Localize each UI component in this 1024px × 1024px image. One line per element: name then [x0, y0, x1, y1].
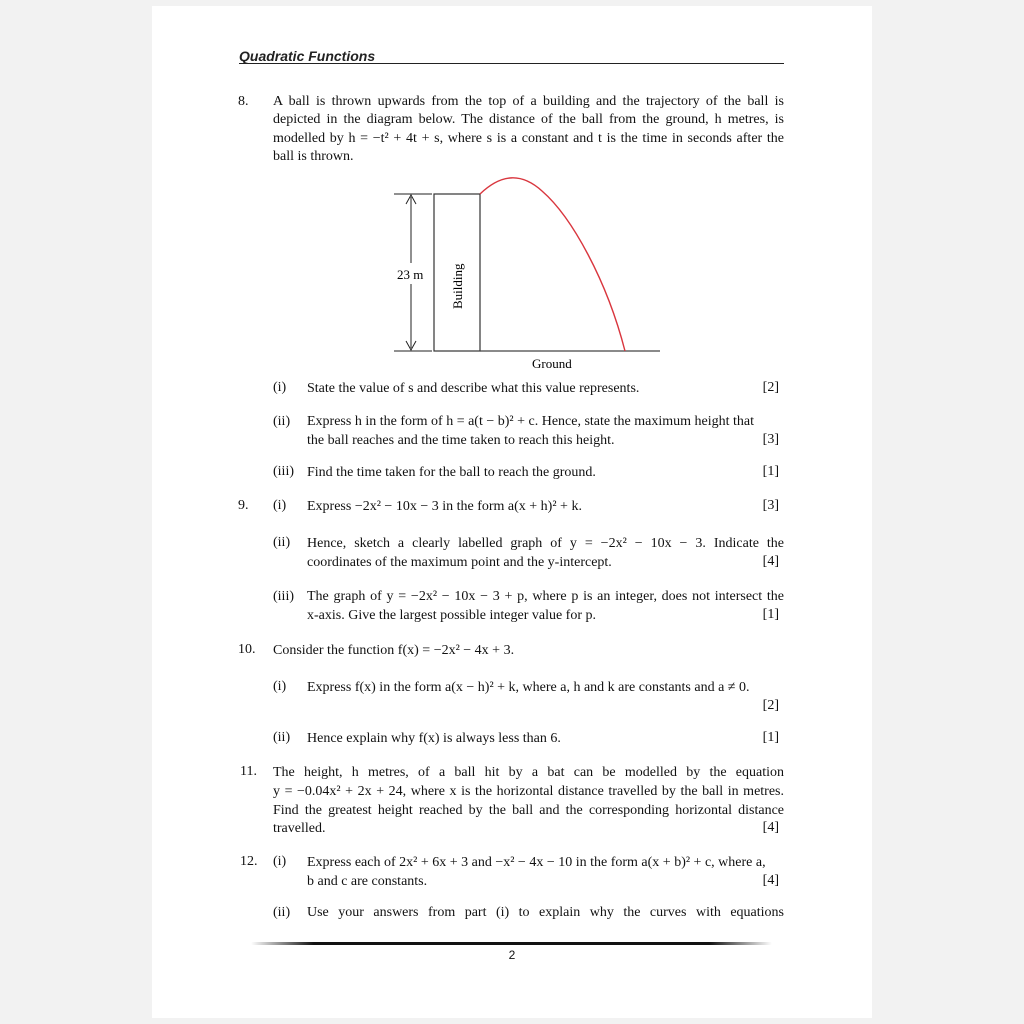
question-8-part-label: (i) [273, 380, 287, 395]
question-12-part-label: (ii) [273, 905, 291, 920]
question-10-part-label: (i) [273, 679, 287, 694]
question-12-part-text: Express each of 2x² + 6x + 3 and −x² − 4x − 10 in the form a(x + b)² + c, where a, [307, 855, 766, 870]
page-header-title: Quadratic Functions [239, 48, 376, 64]
question-8-number: 8. [238, 94, 249, 109]
question-11-number: 11. [240, 764, 257, 779]
question-10-part-mark: [1] [762, 730, 779, 745]
question-11-line: travelled. [273, 821, 326, 836]
question-11-line: y = −0.04x² + 2x + 24, where x is the horizontal distance travelled by the ball in metres. [273, 784, 784, 799]
question-10-stem: Consider the function f(x) = −2x² − 4x + 3. [273, 643, 515, 658]
question-8-part-text: the ball reaches and the time taken to reach this height. [307, 433, 615, 448]
question-9-part-label: (iii) [273, 589, 294, 604]
ball-trajectory-curve [480, 178, 625, 351]
header-rule [239, 63, 784, 64]
question-12-part-text: b and c are constants. [307, 874, 428, 889]
question-12-number: 12. [240, 854, 258, 869]
question-9-part-text: Hence, sketch a clearly labelled graph of y = −2x² − 10x − 3. Indicate the [307, 536, 784, 551]
worksheet-page [152, 6, 872, 1018]
question-9-part-text: The graph of y = −2x² − 10x − 3 + p, where p is an integer, does not intersect the [307, 589, 784, 604]
question-8-part-mark: [2] [762, 380, 779, 395]
height-label: 23 m [397, 267, 424, 282]
question-9-part-text: coordinates of the maximum point and the y-intercept. [307, 555, 612, 570]
question-10-part-mark: [2] [762, 698, 779, 713]
question-11-mark: [4] [762, 820, 779, 835]
question-9-part-label: (ii) [273, 535, 291, 550]
question-10-number: 10. [238, 642, 256, 657]
question-10-part-label: (ii) [273, 730, 291, 745]
question-8-part-text: Find the time taken for the ball to reach the ground. [307, 465, 596, 480]
question-8-line: A ball is thrown upwards from the top of a building and the trajectory of the ball is [273, 94, 784, 109]
question-8-part-mark: [3] [762, 432, 779, 447]
question-10-part-text: Express f(x) in the form a(x − h)² + k, where a, h and k are constants and a ≠ 0. [307, 680, 750, 695]
question-12-part-label: (i) [273, 854, 287, 869]
question-9-part-label: (i) [273, 498, 287, 513]
question-10-part-text: Hence explain why f(x) is always less than 6. [307, 731, 561, 746]
question-9-part-mark: [4] [762, 554, 779, 569]
question-11-line: The height, h metres, of a ball hit by a bat can be modelled by the equation [273, 765, 784, 780]
question-9-part-text: x-axis. Give the largest possible integer value for p. [307, 608, 596, 623]
question-8-part-label: (iii) [273, 464, 294, 479]
question-8-part-label: (ii) [273, 414, 291, 429]
question-8-part-text: Express h in the form of h = a(t − b)² + c. Hence, state the maximum height that [307, 414, 754, 429]
question-9-part-mark: [1] [762, 607, 779, 622]
question-12-part-text: Use your answers from part (i) to explain why the curves with equations [307, 905, 784, 920]
question-9-part-mark: [3] [762, 498, 779, 513]
question-9-part-text: Express −2x² − 10x − 3 in the form a(x + h)² + k. [307, 499, 582, 514]
page-number: 2 [508, 948, 516, 962]
footer-rule [251, 942, 772, 945]
building-trajectory-diagram [382, 171, 672, 381]
ground-label: Ground [532, 356, 572, 371]
question-9-number: 9. [238, 498, 249, 513]
question-8-line: ball is thrown. [273, 149, 354, 164]
question-8-line: depicted in the diagram below. The distance of the ball from the ground, h metres, is [273, 112, 784, 127]
question-12-part-mark: [4] [762, 873, 779, 888]
question-8-line: modelled by h = −t² + 4t + s, where s is a constant and t is the time in seconds after the [273, 131, 784, 146]
question-8-part-mark: [1] [762, 464, 779, 479]
building-label: Building [450, 263, 465, 309]
question-8-part-text: State the value of s and describe what this value represents. [307, 381, 640, 396]
question-11-line: Find the greatest height reached by the ball and the corresponding horizontal distance [273, 803, 784, 818]
